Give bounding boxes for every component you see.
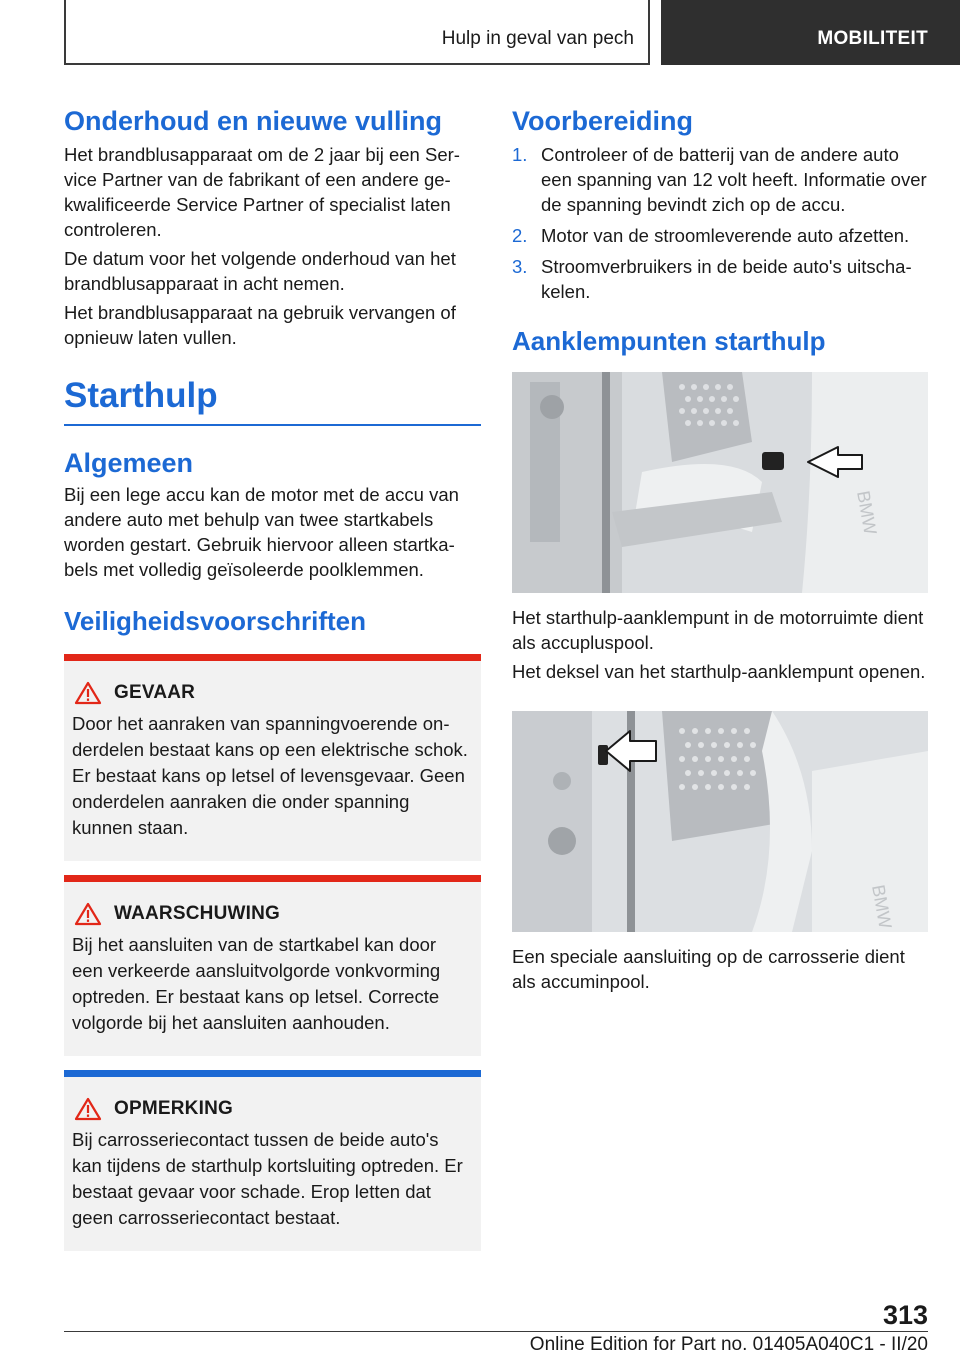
warning-text: Bij het aansluiten van de startkabel kan door een verkeerde aansluitvolgorde vonkvorming optreden. Er bestaat kans op letsel. Correcte volgorde bij het aansluiten aanhouden.	[72, 934, 441, 1033]
warning-label: WAARSCHUWING	[114, 903, 280, 924]
step-text: Controleer of de batterij van de andere auto een spanning van 12 volt heeft. Informatie over de spanning bevindt zich op de accu.	[541, 144, 927, 215]
safety-heading: Veiligheidsvoorschriften	[64, 606, 366, 636]
heading-rule	[64, 424, 481, 426]
connect-points-heading: Aanklempunten starthulp	[512, 326, 826, 356]
preparation-steps	[512, 142, 928, 304]
warning-triangle-icon	[74, 1097, 102, 1121]
maintenance-heading: Onderhoud en nieuwe vulling	[64, 106, 443, 136]
engine-bay-photo-plus	[512, 372, 928, 593]
chapter-title: MOBILITEIT	[817, 28, 928, 49]
list-item	[512, 142, 928, 217]
step-number: 3.	[512, 256, 528, 277]
caption-minus-pole: Een speciale aansluiting op de carrosserie dient als accuminpool.	[512, 946, 905, 992]
maintenance-paragraph-2: De datum voor het volgende onderhoud van het brandblusapparaat in acht nemen.	[64, 248, 456, 294]
general-paragraph: Bij een lege accu kan de motor met de accu van andere auto met behulp van twee startkabels worden gestart. Gebruik hiervoor alleen startkabels met volledig geïsoleerde poolklemmen.	[64, 484, 459, 580]
warning-triangle-icon	[74, 902, 102, 926]
caption-open-cover: Het deksel van het starthulp-aanklempunt openen.	[512, 661, 926, 682]
notice-bar	[64, 1070, 481, 1077]
list-item	[512, 223, 928, 248]
step-number: 1.	[512, 144, 528, 165]
danger-box	[64, 654, 481, 861]
engine-cover-logo: BMW	[853, 489, 881, 537]
edition-note: Online Edition for Part no. 01405A040C1 - II/20	[529, 1334, 928, 1355]
left-column	[64, 100, 481, 1251]
step-text: Motor van de stroomleverende auto afzetten.	[541, 225, 910, 246]
engine-bay-photo-minus	[512, 711, 928, 932]
maintenance-paragraph-3: Het brandblusapparaat na gebruik vervangen of opnieuw laten vullen.	[64, 302, 456, 348]
footer-rule	[64, 1331, 928, 1332]
running-header-box	[64, 0, 650, 65]
step-number: 2.	[512, 225, 528, 246]
danger-text: Door het aanraken van spanningvoerende onderdelen bestaat kans op een elektrische schok. Er bestaat kans op letsel of levensgevaar. Geen onderdelen aanraken die onder spanning kunnen staan.	[72, 713, 468, 838]
right-column	[512, 100, 928, 994]
warning-bar	[64, 875, 481, 882]
notice-label: OPMERKING	[114, 1098, 233, 1119]
jumpstart-heading: Starthulp	[64, 376, 218, 415]
notice-box	[64, 1070, 481, 1251]
maintenance-paragraph-1: Het brandblusapparaat om de 2 jaar bij een Service Partner van de fabrikant of een andere gekwalificeerde Service Partner of specialist laten controleren.	[64, 144, 460, 240]
warning-box	[64, 875, 481, 1056]
danger-label: GEVAAR	[114, 682, 196, 703]
list-item	[512, 254, 928, 304]
warning-triangle-icon	[74, 681, 102, 705]
notice-text: Bij carrosseriecontact tussen de beide auto's kan tijdens de starthulp kortsluiting optreden. Er bestaat gevaar voor schade. Erop letten dat geen carrosseriecontact bestaat.	[72, 1129, 463, 1228]
section-title: Hulp in geval van pech	[441, 28, 634, 49]
caption-plus-pole: Het starthulp-aanklempunt in de motorruimte dient als accupluspool.	[512, 607, 924, 653]
engine-bay-illustration	[512, 372, 928, 593]
page-number: 313	[883, 1300, 929, 1330]
step-text: Stroomverbruikers in de beide auto's uitschakelen.	[541, 256, 912, 302]
engine-cover-logo: BMW	[868, 883, 896, 931]
general-heading: Algemeen	[64, 448, 194, 478]
chapter-tab	[661, 0, 960, 65]
engine-bay-illustration	[512, 711, 928, 932]
preparation-heading: Voorbereiding	[512, 106, 694, 136]
danger-bar	[64, 654, 481, 661]
